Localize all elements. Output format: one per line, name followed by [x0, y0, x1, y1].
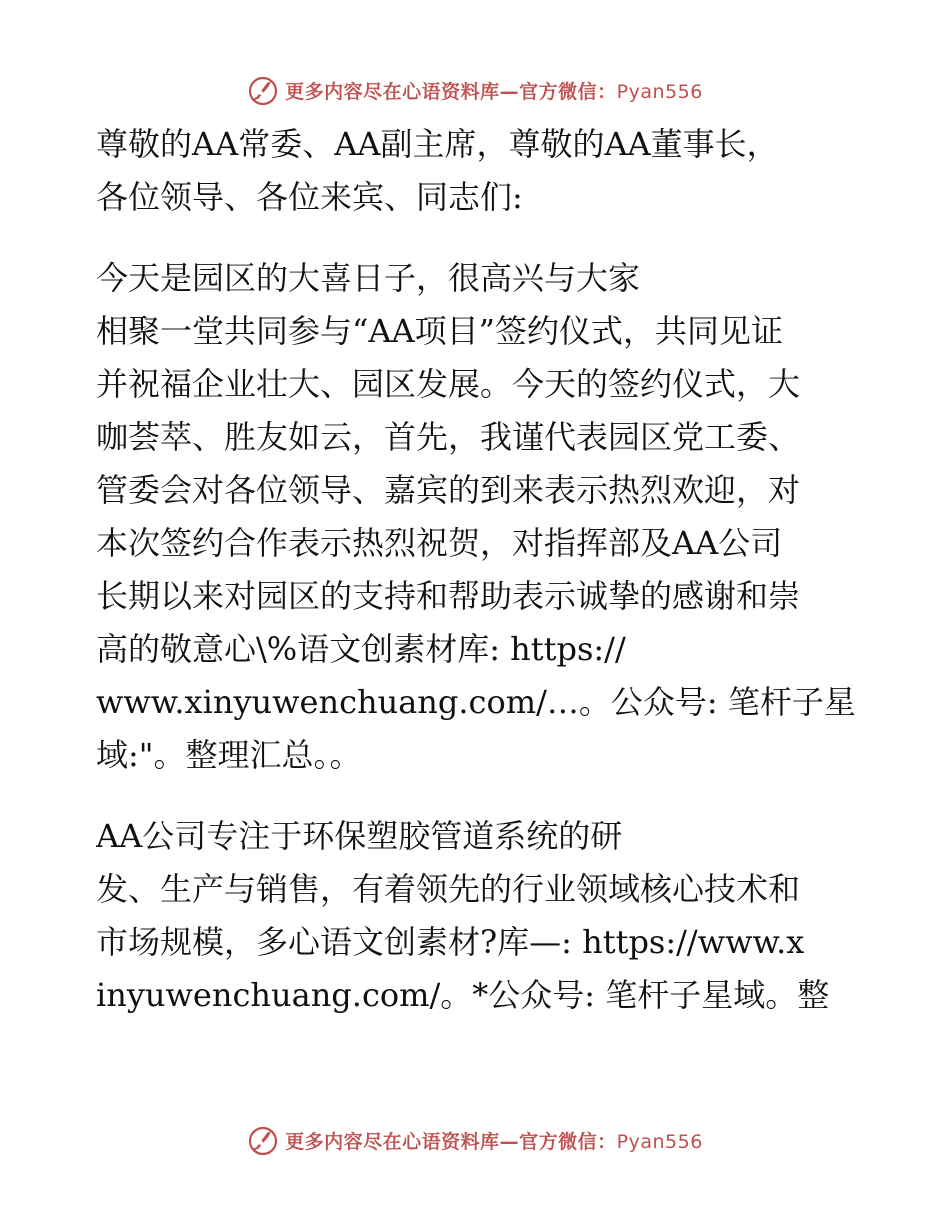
- text-line: 市场规模，多心语文创素材?库—: https://www.x: [96, 923, 805, 961]
- text-line: 长期以来对园区的支持和帮助表示诚挚的感谢和崇: [96, 577, 801, 615]
- text-line: www.xinyuwenchuang.com/…。公众号: 笔杆子星: [96, 683, 856, 721]
- text-line: 今天是园区的大喜日子，很高兴与大家: [96, 259, 641, 297]
- paragraph-1: [96, 252, 856, 782]
- text-line: AA公司专注于环保塑胶管道系统的研: [96, 817, 623, 855]
- document-body: [96, 118, 856, 1022]
- text-line: 域:"。整理汇总。。: [96, 736, 362, 774]
- text-line: 咖荟萃、胜友如云，首先，我谨代表园区党工委、: [96, 418, 801, 456]
- text-line: 并祝福企业壮大、园区发展。今天的签约仪式，大: [96, 365, 801, 403]
- text-line: 发、生产与销售，有着领先的行业领域核心技术和: [96, 870, 801, 908]
- text-line: 高的敬意心\%语文创素材库: https://: [96, 630, 626, 668]
- text-line: 管委会对各位领导、嘉宾的到来表示热烈欢迎，对: [96, 471, 801, 509]
- header-banner: [0, 70, 950, 110]
- wechat-id: Pyan556: [616, 1130, 703, 1153]
- salutation-line: 各位领导、各位来宾、同志们:: [96, 178, 523, 216]
- footer-banner-text: 更多内容尽在心语资料库—官方微信：Pyan556: [285, 1130, 703, 1153]
- header-banner-text: 更多内容尽在心语资料库—官方微信：Pyan556: [285, 80, 703, 103]
- text-line: 本次签约合作表示热烈祝贺，对指挥部及AA公司: [96, 524, 783, 562]
- text-line: 相聚一堂共同参与“AA项目”签约仪式，共同见证: [96, 312, 783, 350]
- quill-pen-icon: [247, 74, 279, 106]
- quill-pen-icon: [247, 1124, 279, 1156]
- footer-banner: [0, 1120, 950, 1160]
- wechat-id: Pyan556: [616, 80, 703, 103]
- salutation-line: 尊敬的AA常委、AA副主席，尊敬的AA董事长，: [96, 125, 779, 163]
- paragraph-2: [96, 810, 856, 1022]
- text-line: inyuwenchuang.com/。*公众号: 笔杆子星域。整: [96, 976, 830, 1014]
